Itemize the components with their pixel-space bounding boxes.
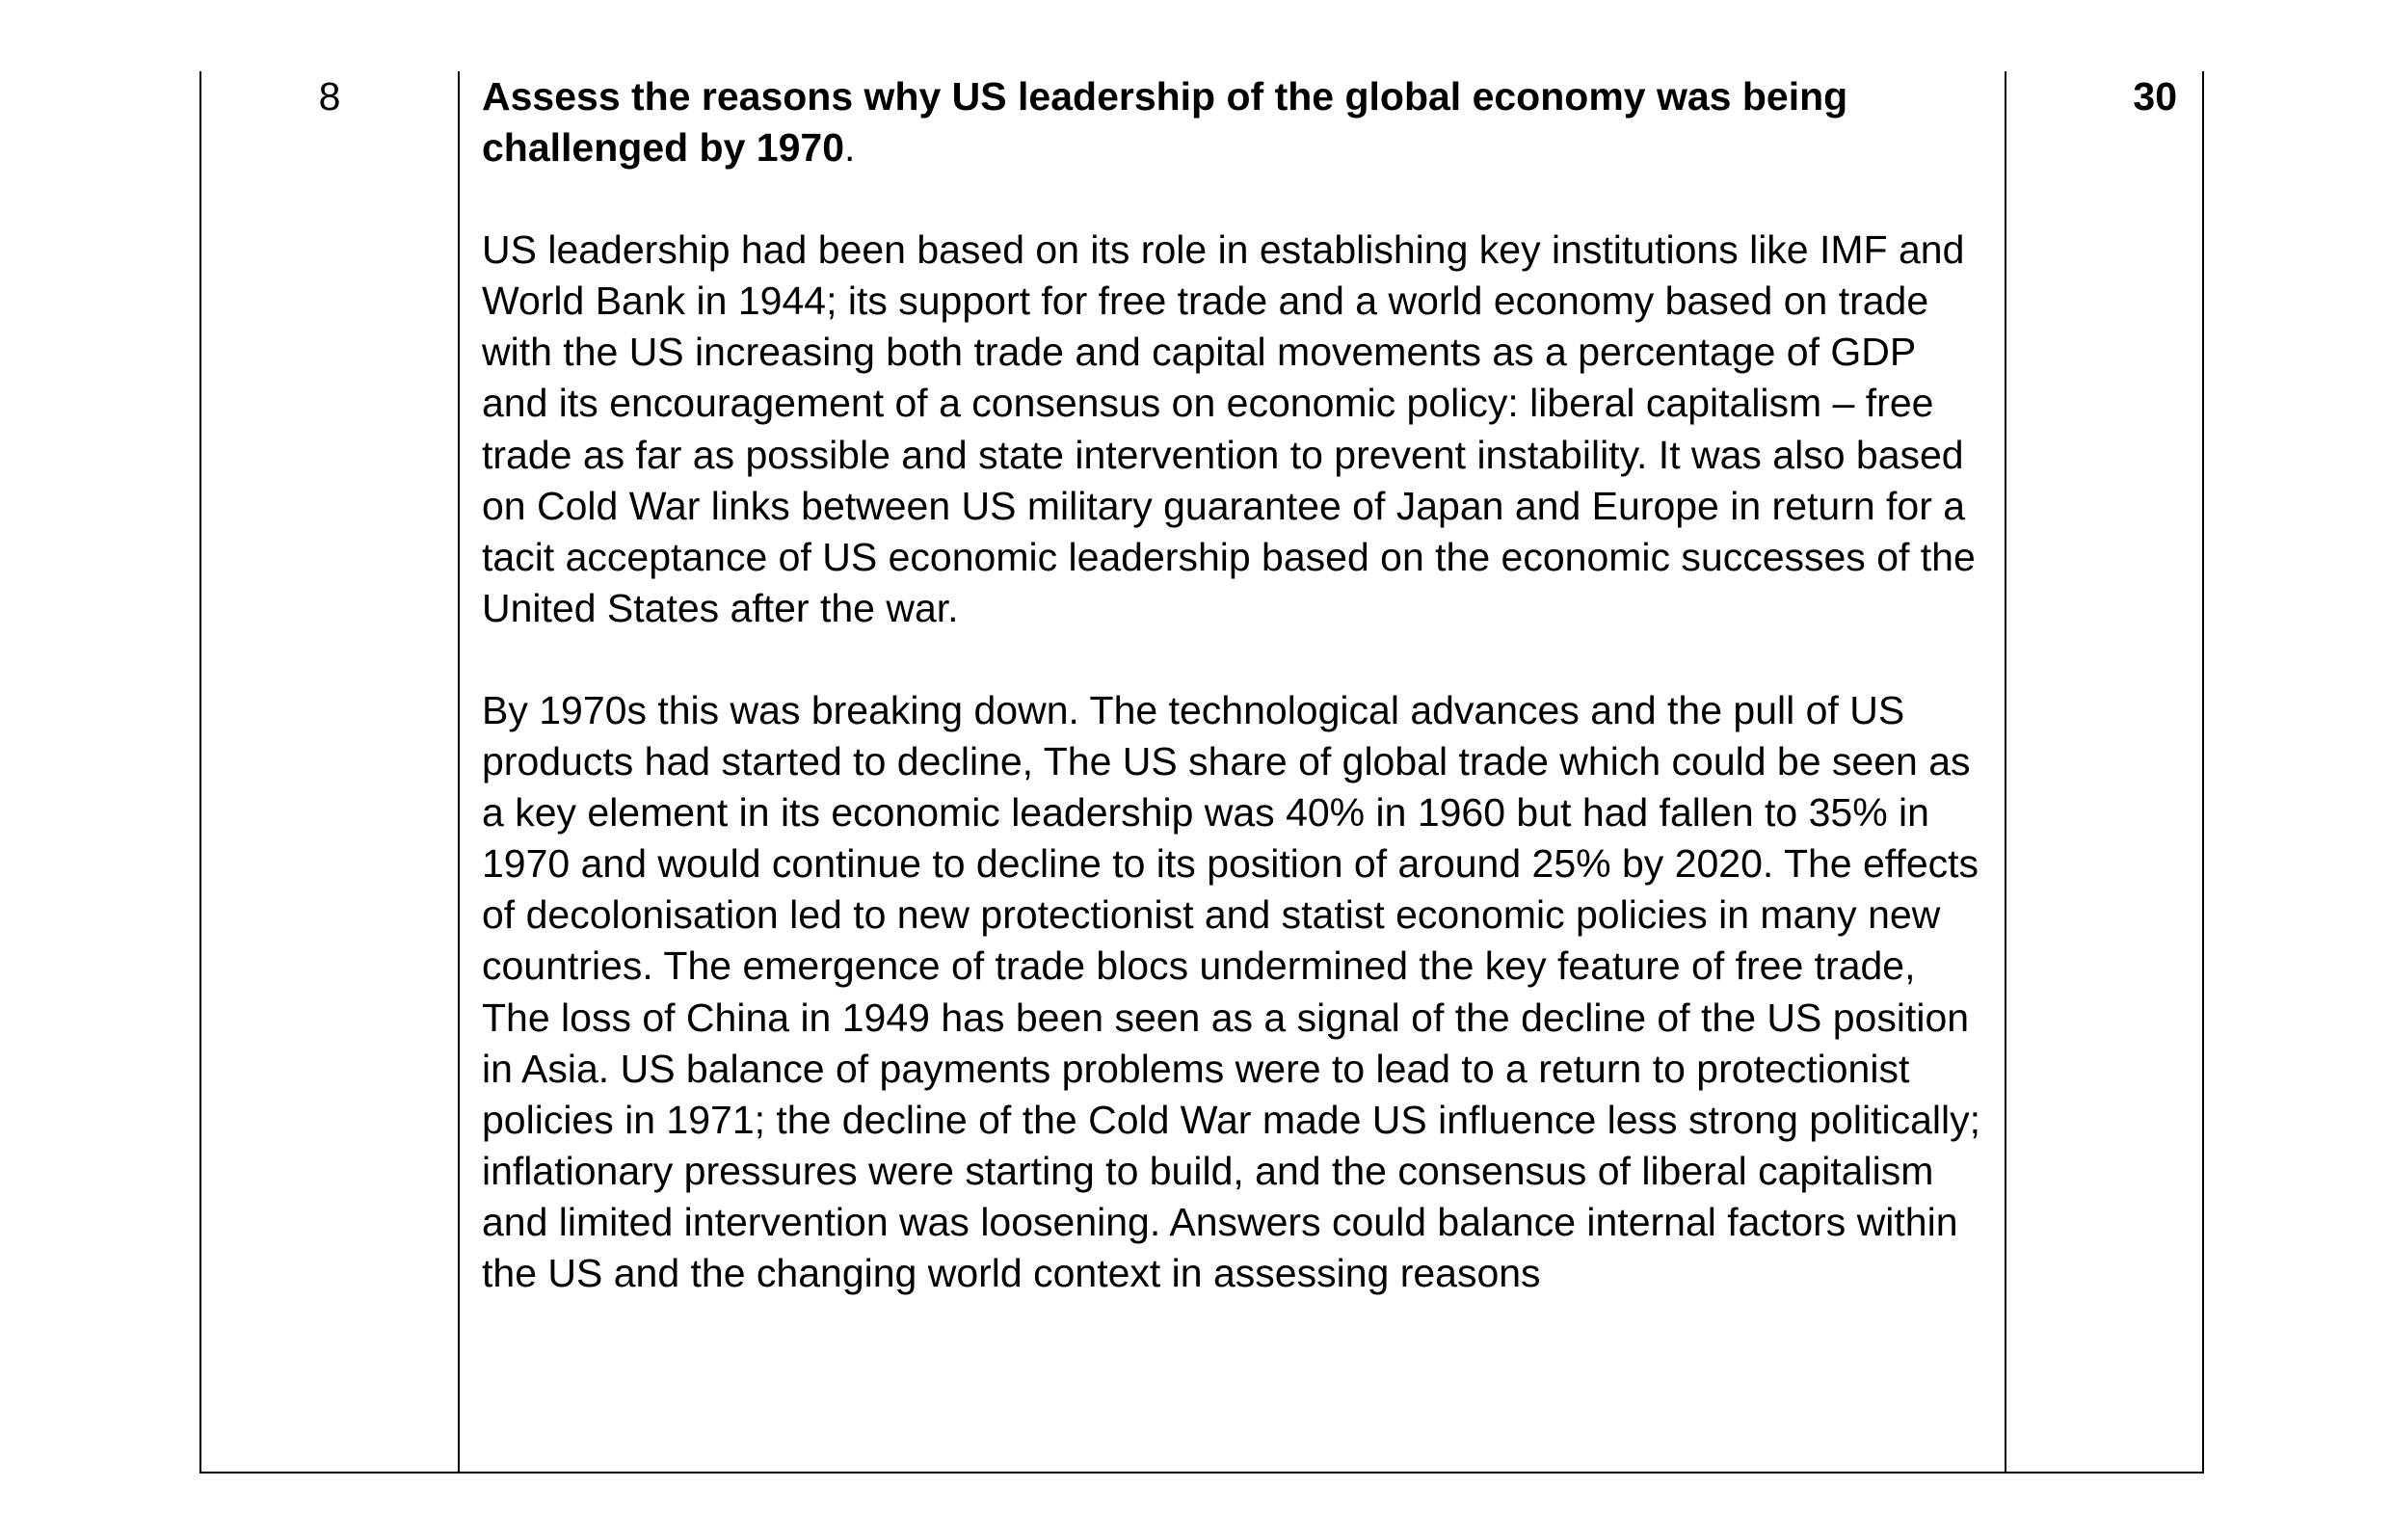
answer-paragraph: By 1970s this was breaking down. The technological advances and the pull of US products had started to decline, The US share of global trade which could be seen as a key element in its economic leadership was 40% in 1960 but had fallen to 35% in 1970 and would continue to decline to its position of around 25% by 2020. The effects of decolonisation led to new protectionist and statist economic policies in many new countries. The emergence of trade blocs undermined the key feature of free trade, The loss of China in 1949 has been seen as a signal of the decline of the US position in Asia. US balance of payments problems were to lead to a return to protectionist policies in 1971; the decline of the Cold War made US influence less strong politically; inflationary pressures were starting to build, and the consensus of liberal capitalism and limited intervention was loosening. Answers could balance internal factors within the US and the changing world context in assessing reasons <box>482 687 1981 1295</box>
mark-scheme-table <box>199 71 2204 1474</box>
column-divider <box>458 71 460 1472</box>
answer-paragraph: US leadership had been based on its role in establishing key institutions like IMF and World Bank in 1944; its support for free trade and a world economy based on trade with the US increasing both trade and capital movements as a percentage of GDP and its encouragement of a consensus on economic policy: liberal capitalism – free trade as far as possible and state intervention to prevent instability. It was also based on Cold War links between US military guarantee of Japan and Europe in return for a tacit acceptance of US economic leadership based on the economic successes of the United States after the war. <box>482 227 1976 630</box>
question-text <box>482 71 1985 173</box>
question-number: 8 <box>318 74 341 119</box>
marks-value: 30 <box>2133 74 2177 119</box>
question-title-end: . <box>844 125 856 171</box>
question-title: Assess the reasons why US leadership of the global economy was being challenged by 1970 <box>482 74 1848 171</box>
column-divider <box>2005 71 2006 1472</box>
answer-cell <box>482 71 1985 1299</box>
